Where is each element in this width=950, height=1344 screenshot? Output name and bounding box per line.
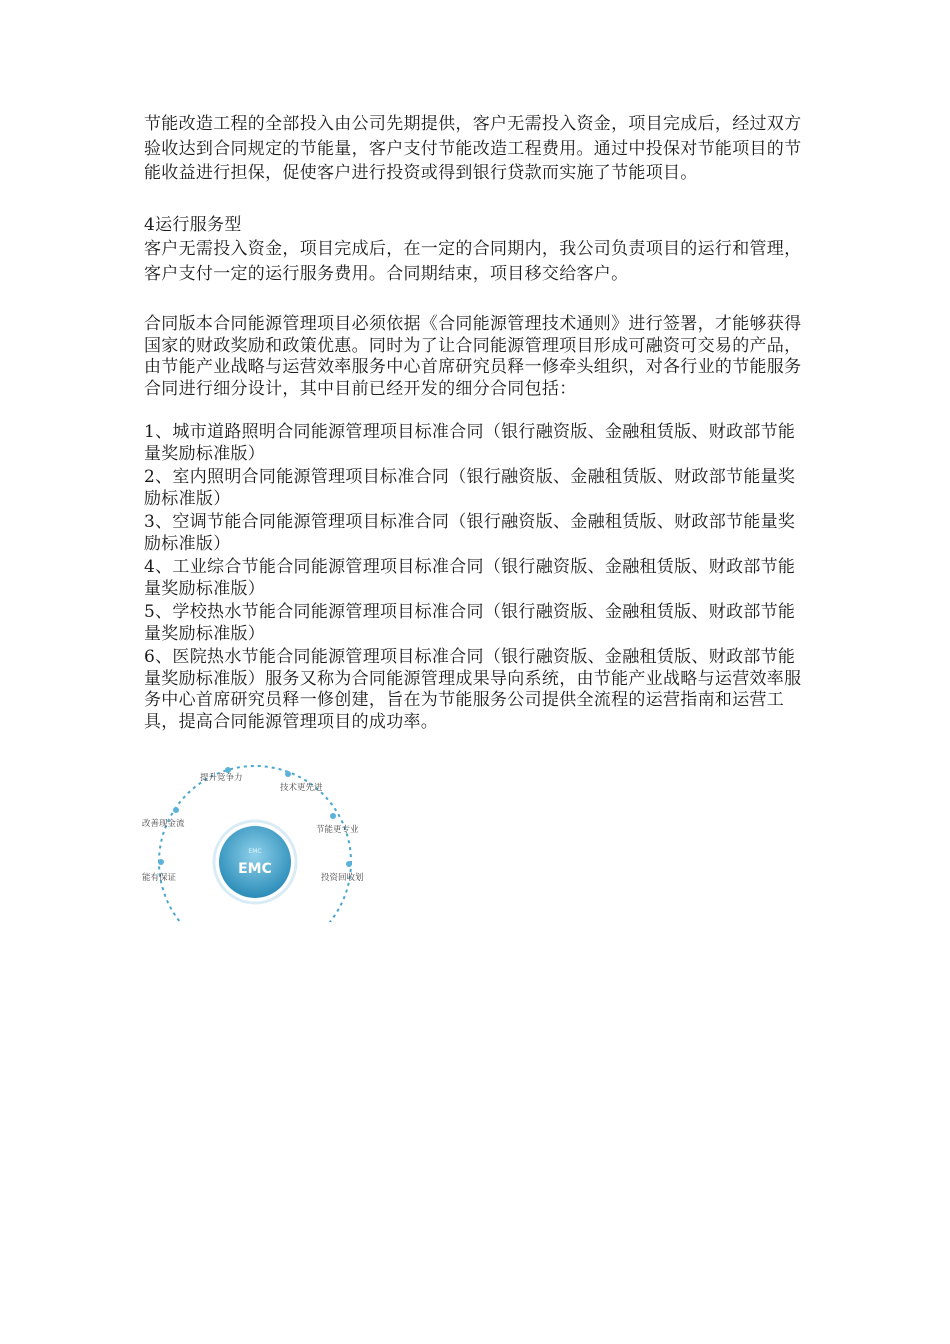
paragraph-text: 合同版本合同能源管理项目必须依据《合同能源管理技术通则》进行签署，才能够获得国家的财政奖励和政策优惠。同时为了让合同能源管理项目形成可融资可交易的产品，由节能产业战略与运营效率服务中心首席研究员释一修牵头组织，对各行业的节能服务合同进行细分设计，其中目前已经开发的细分合同包括：: [144, 314, 802, 399]
list-item: 4、工业综合节能合同能源管理项目标准合同（银行融资版、金融租赁版、财政部节能量奖励标准版）: [144, 557, 796, 599]
label-right-lower: 投资回收划: [321, 873, 364, 883]
label-right-upper: 节能更专业: [316, 825, 359, 835]
list-item: 2、室内照明合同能源管理项目标准合同（银行融资版、金融租赁版、财政部节能量奖励标准版）: [144, 467, 796, 509]
paragraph-3: [144, 314, 808, 400]
center-title: EMC: [238, 861, 272, 877]
paragraph-text: 客户无需投入资金，项目完成后，在一定的合同期内，我公司负责项目的运行和管理，客户支付一定的运行服务费用。合同期结束，项目移交给客户。: [144, 239, 802, 284]
ring-node: [330, 813, 336, 819]
emc-diagram: [140, 742, 372, 922]
list-item: 5、学校热水节能合同能源管理项目标准合同（银行融资版、金融租赁版、财政部节能量奖励标准版）: [144, 602, 796, 644]
label-left-upper: 改善现金流: [142, 819, 185, 829]
label-top-right: 技术更先进: [280, 783, 323, 793]
heading-text: 4运行服务型: [144, 215, 242, 235]
list-item: 6、医院热水节能合同能源管理项目标准合同（银行融资版、金融租赁版、财政部节能量奖励标准版）服务又称为合同能源管理成果导向系统，由节能产业战略与运营效率服务中心首席研究员释一修创建，旨在为节能服务公司提供全流程的运营指南和运营工具，提高合同能源管理项目的成功率。: [144, 647, 802, 732]
list-item: 1、城市道路照明合同能源管理项目标准合同（银行融资版、金融租赁版、财政部节能量奖励标准版）: [144, 422, 796, 464]
center-small-text: EMC: [248, 848, 262, 855]
label-top: 提升竞争力: [200, 773, 243, 783]
emc-diagram-svg: [140, 742, 372, 922]
section-heading-4: [144, 213, 808, 237]
ring-node: [173, 807, 179, 813]
label-left-lower: 能有保证: [142, 873, 177, 883]
ring-node: [158, 859, 164, 865]
ring-node: [346, 861, 352, 867]
ring-node: [285, 771, 291, 777]
contract-list: [144, 422, 808, 735]
paragraph-2: [144, 237, 808, 287]
paragraph-text: 节能改造工程的全部投入由公司先期提供，客户无需投入资金，项目完成后，经过双方验收达到合同规定的节能量，客户支付节能改造工程费用。通过中投保对节能项目的节能收益进行担保，促使客户进行投资或得到银行贷款而实施了节能项目。: [144, 114, 802, 183]
paragraph-1: [144, 112, 808, 186]
list-item: 3、空调节能合同能源管理项目标准合同（银行融资版、金融租赁版、财政部节能量奖励标准版）: [144, 512, 796, 554]
